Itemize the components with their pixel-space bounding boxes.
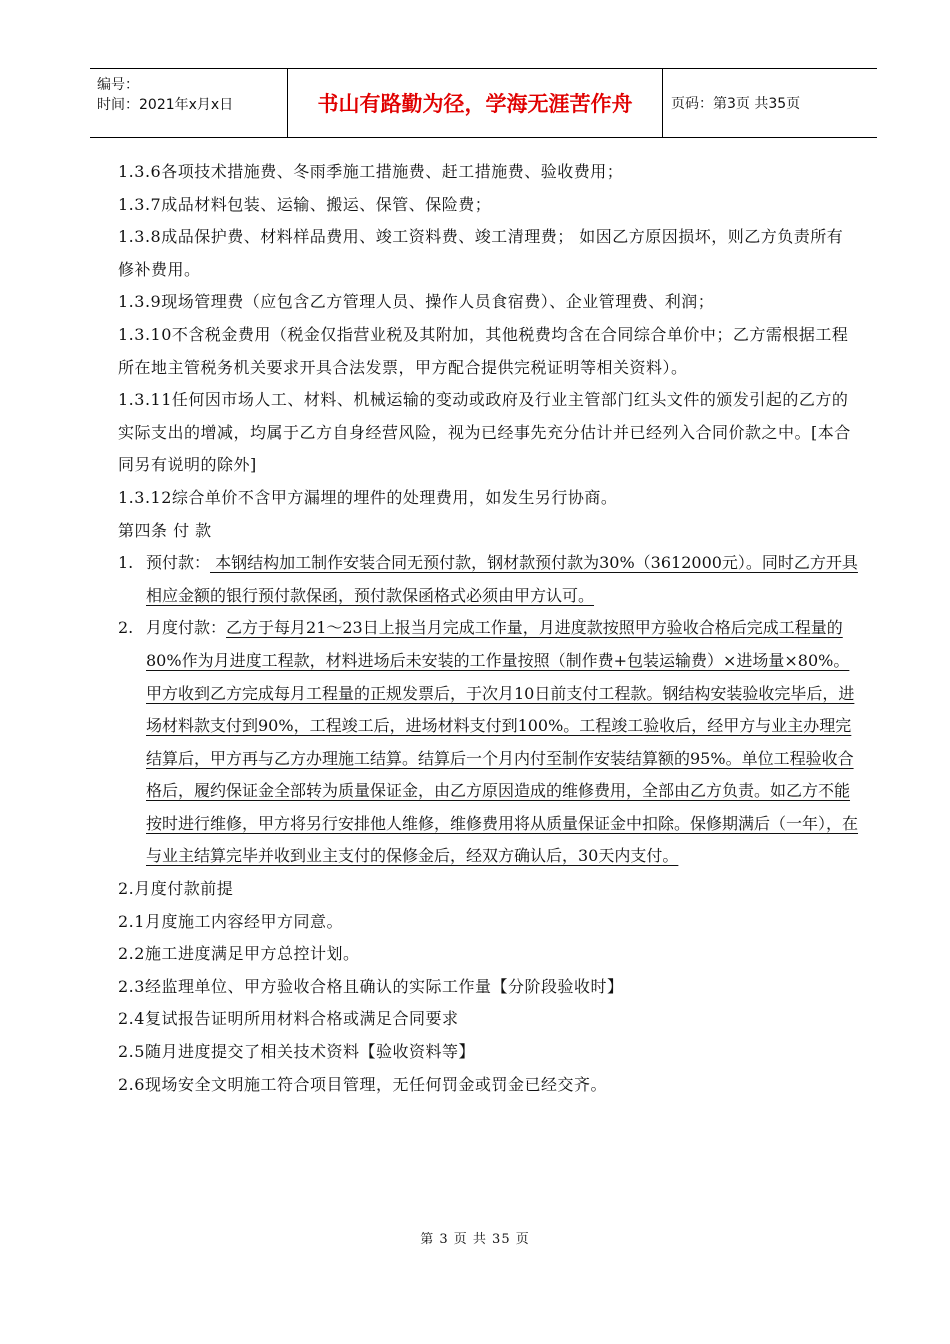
clause-1-3-8: 1.3.8成品保护费、材料样品费用、竣工资料费、竣工清理费； 如因乙方原因损坏，则乙方负责所有修补费用。 (118, 227, 844, 279)
clause-1-3-9: 1.3.9现场管理费（应包含乙方管理人员、操作人员食宿费）、企业管理费、利润； (118, 292, 715, 312)
clause-1-3-6: 1.3.6各项技术措施费、冬雨季施工措施费、赶工措施费、验收费用； (118, 162, 624, 181)
document-body (118, 156, 858, 1101)
header-meta (90, 69, 288, 137)
page-footer: 第 3 页 共 35 页 (420, 1232, 530, 1247)
payment-item-advance (118, 547, 858, 612)
page-header (90, 68, 877, 138)
item-label: 月度付款： (146, 618, 227, 638)
condition-2-6: 2.6现场安全文明施工符合项目管理，无任何罚金或罚金已经交齐。 (118, 1074, 607, 1094)
clause-1-3-10: 1.3.10不含税金费用（税金仅指营业税及其附加，其他税费均含在合同综合单价中；乙方需根据工程所在地主管税务机关要求开具合法发票，甲方配合提供完税证明等相关资料）。 (118, 324, 849, 377)
condition-2-5: 2.5随月进度提交了相关技术资料【验收资料等】 (118, 1042, 475, 1062)
condition-2-4: 2.4复试报告证明所用材料合格或满足合同要求 (118, 1009, 459, 1029)
item-text: 乙方于每月21～23日上报当月完成工作量，月进度款按照甲方验收合格后完成工程量的80%作为月进度工程款，材料进场后未安装的工作量按照（制作费+包装运输费）×进场量×80%。甲方收到乙方完成每月工程量的正规发票后，于次月10日前支付工程款。钢结构安装验收完毕后，进场材料款支付到90%，工程竣工后，进场材料支付到100%。工程竣工验收后，经甲方与业主办理完结算后，甲方再与乙方办理施工结算。结算后一个月内付至制作安装结算额的95%。单位工程验收合格后，履约保证金全部转为质量保证金，由乙方原因造成的维修费用，全部由乙方负责。如乙方不能按时进行维修，甲方将另行安排他人维修，维修费用将从质量保证金中扣除。保修期满后（一年），在与业主结算完毕并收到业主支付的保修金后，经双方确认后，30天内支付。 (146, 618, 859, 866)
payment-item-monthly (118, 612, 858, 873)
conditions-heading: 2.月度付款前提 (118, 879, 234, 899)
clause-1-3-7: 1.3.7成品材料包装、运输、搬运、保管、保险费； (118, 194, 492, 214)
header-motto: 书山有路勤为径，学海无涯苦作舟 (288, 69, 663, 137)
list-number: 2. (118, 618, 134, 638)
item-label: 预付款： (146, 553, 211, 573)
section-heading-payment: 第四条 付 款 (118, 520, 212, 540)
condition-2-2: 2.2施工进度满足甲方总控计划。 (118, 944, 360, 964)
condition-2-3: 2.3经监理单位、甲方验收合格且确认的实际工作量【分阶段验收时】 (118, 976, 624, 996)
list-number: 1. (118, 553, 134, 573)
clause-1-3-12: 1.3.12综合单价不含甲方漏埋的埋件的处理费用，如发生另行协商。 (118, 487, 618, 507)
condition-2-1: 2.1月度施工内容经甲方同意。 (118, 911, 343, 931)
document-number-label: 编号： (97, 77, 139, 93)
header-page-label: 页码：第3页 共35页 (671, 96, 801, 112)
document-time-label: 时间：2021年x月x日 (97, 97, 234, 113)
clause-1-3-11: 1.3.11任何因市场人工、材料、机械运输的变动或政府及行业主管部门红头文件的颁发引起的乙方的实际支出的增减，均属于乙方自身经营风险，视为已经事先充分估计并已经列入合同价款之中。[本合同另有说明的除外] (118, 390, 851, 475)
item-text: 本钢结构加工制作安装合同无预付款，钢材款预付款为30%（3612000元）。同时乙方开具相应金额的银行预付款保函，预付款保函格式必须由甲方认可。 (146, 553, 858, 605)
